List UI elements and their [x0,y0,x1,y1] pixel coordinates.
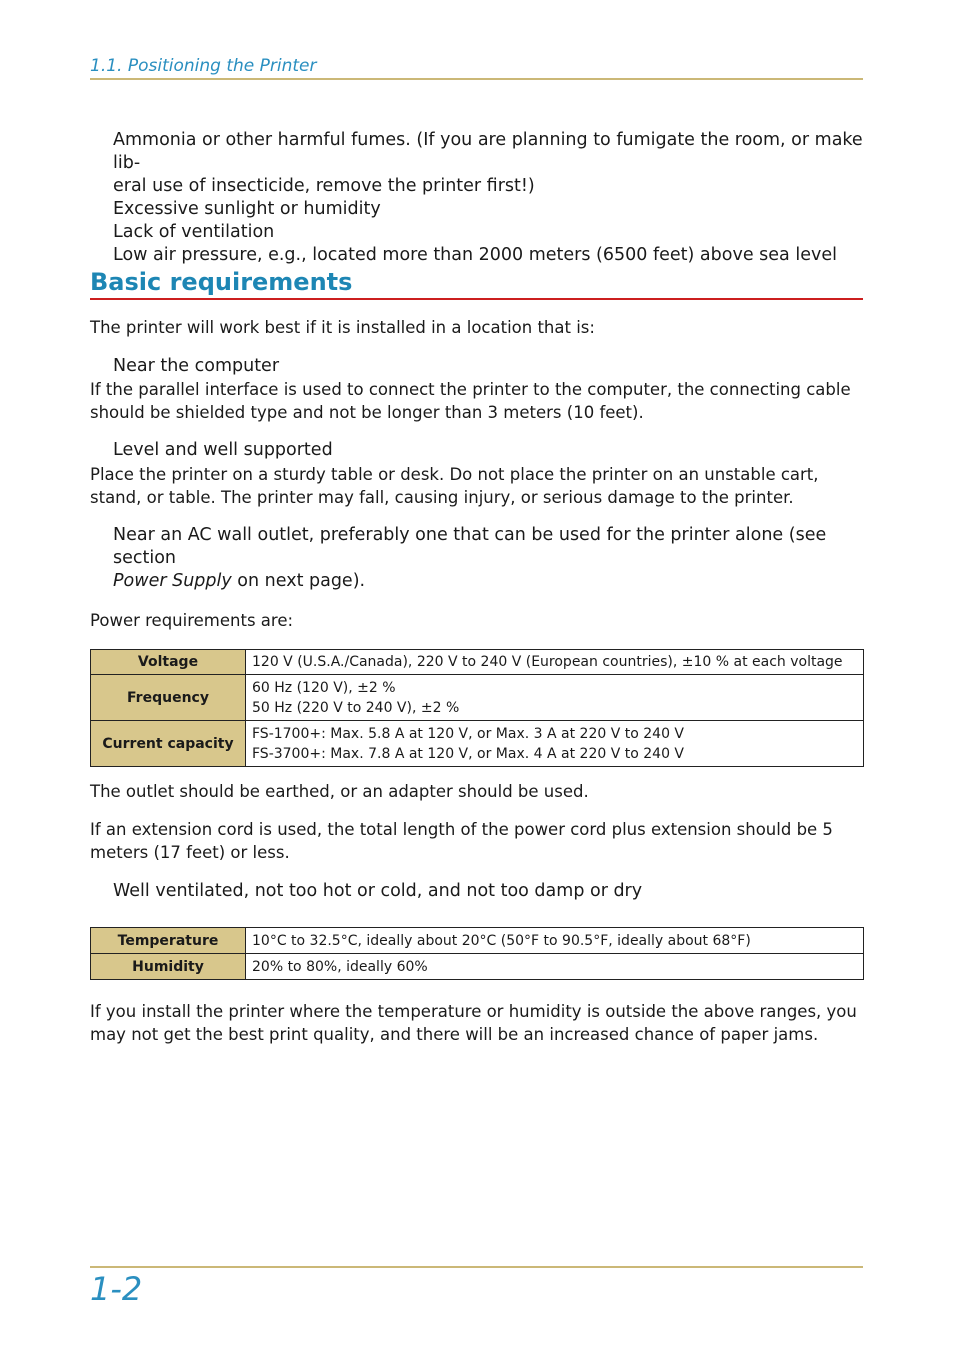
table-row [91,650,864,675]
frequency-label: Frequency [91,675,246,721]
temperature-label: Temperature [91,928,246,954]
requirement-ventilated: Well ventilated, not too hot or cold, and not too damp or dry [113,881,643,901]
humidity-label: Humidity [91,954,246,980]
ac-outlet-text: Near an AC wall outlet, preferably one that can be used for the printer alone (see section [113,525,827,568]
current-line: FS-1700+: Max. 5.8 A at 120 V, or Max. 3 A at 220 V to 240 V [252,725,684,742]
temperature-value: 10°C to 32.5°C, ideally about 20°C (50°F to 90.5°F, ideally about 68°F) [246,928,864,954]
intro-paragraph: The printer will work best if it is installed in a location that is: [90,318,595,337]
section-heading: Basic requirements [90,268,863,300]
current-capacity-value [246,721,864,767]
table-row [91,954,864,980]
list-item: Lack of ventilation [113,222,275,242]
level-text: Place the printer on a sturdy table or desk. Do not place the printer on an unstable cart, stand, or table. The printer may fall, causing injury, or serious damage to the printer. [90,465,819,507]
list-item: Ammonia or other harmful fumes. (If you are planning to fumigate the room, or make lib- [113,130,863,173]
frequency-line: 60 Hz (120 V), ±2 % [252,679,396,696]
avoid-list [113,129,865,267]
voltage-label: Voltage [91,650,246,675]
power-supply-reference: Power Supply [113,571,232,591]
requirement-near-computer: Near the computer [113,356,280,376]
frequency-line: 50 Hz (220 V to 240 V), ±2 % [252,699,460,716]
earthed-paragraph: The outlet should be earthed, or an adapter should be used. [90,782,589,801]
frequency-value [246,675,864,721]
environment-table [90,927,864,980]
power-intro: Power requirements are: [90,611,294,630]
running-header: 1.1. Positioning the Printer [90,56,863,80]
humidity-value: 20% to 80%, ideally 60% [246,954,864,980]
current-line: FS-3700+: Max. 7.8 A at 120 V, or Max. 4 A at 220 V to 240 V [252,745,684,762]
page-number: 1-2 [90,1270,143,1308]
requirement-ac-outlet [113,524,865,593]
table-row [91,675,864,721]
requirement-level: Level and well supported [113,440,333,460]
table-row [91,928,864,954]
list-item: eral use of insecticide, remove the printer first!) [113,176,535,196]
voltage-value: 120 V (U.S.A./Canada), 220 V to 240 V (European countries), ±10 % at each voltage [246,650,864,675]
list-item: Excessive sunlight or humidity [113,199,381,219]
table-row [91,721,864,767]
extension-paragraph: If an extension cord is used, the total length of the power cord plus extension should be 5 meters (17 feet) or less. [90,820,833,862]
power-requirements-table [90,649,864,767]
near-computer-text: If the parallel interface is used to connect the printer to the computer, the connecting cable should be shielded type and not be longer than 3 meters (10 feet). [90,380,851,422]
footer-rule [90,1266,863,1268]
closing-paragraph: If you install the printer where the temperature or humidity is outside the above ranges, you may not get the best print quality, and there will be an increased chance of paper jams. [90,1002,857,1044]
list-item: Low air pressure, e.g., located more than 2000 meters (6500 feet) above sea level [113,245,837,265]
current-capacity-label: Current capacity [91,721,246,767]
ac-outlet-text-end: on next page). [231,571,366,591]
